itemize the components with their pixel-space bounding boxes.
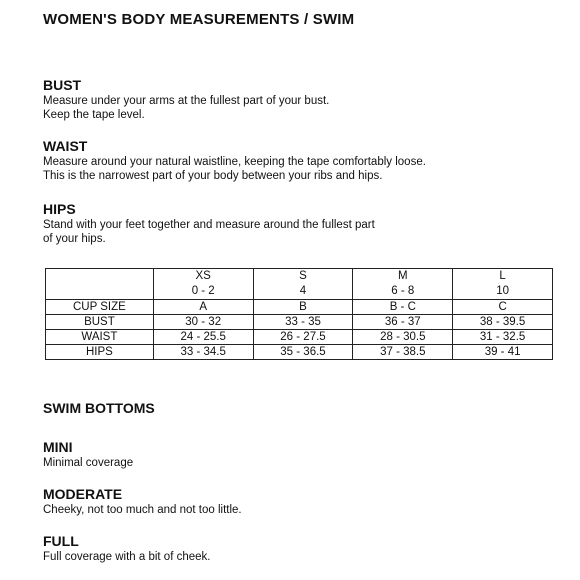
table-cell: 36 - 37 (353, 315, 453, 330)
full-text: Full coverage with a bit of cheek. (43, 551, 211, 563)
table-cell: A (153, 300, 253, 315)
row-label: CUP SIZE (46, 300, 154, 315)
table-row-cup-size (46, 300, 553, 315)
swim-bottoms-title: SWIM BOTTOMS (43, 400, 155, 416)
table-cell: 28 - 30.5 (353, 330, 453, 345)
header-corner-cell (46, 269, 154, 300)
size-chart-table (45, 268, 553, 360)
waist-line-2: This is the narrowest part of your body between your ribs and hips. (43, 170, 383, 182)
size-letter: M (397, 270, 408, 282)
waist-section (43, 138, 426, 183)
size-letter: S (299, 270, 307, 282)
row-label: BUST (46, 315, 154, 330)
table-cell: 39 - 41 (453, 345, 553, 360)
table-cell: 24 - 25.5 (153, 330, 253, 345)
row-label: WAIST (46, 330, 154, 345)
moderate-text: Cheeky, not too much and not too little. (43, 504, 242, 516)
table-cell: C (453, 300, 553, 315)
size-header-l (453, 269, 553, 300)
mini-section (43, 439, 133, 470)
size-header-xs (153, 269, 253, 300)
table-cell: 33 - 34.5 (153, 345, 253, 360)
table-row-waist (46, 330, 553, 345)
bust-line-2: Keep the tape level. (43, 109, 145, 121)
row-label: HIPS (46, 345, 154, 360)
size-letter: L (499, 270, 506, 282)
table-cell: 35 - 36.5 (253, 345, 353, 360)
table-cell: 26 - 27.5 (253, 330, 353, 345)
waist-line-1: Measure around your natural waistline, keeping the tape comfortably loose. (43, 156, 426, 168)
full-heading: FULL (43, 533, 79, 549)
waist-heading: WAIST (43, 138, 88, 154)
size-numeric: 6 - 8 (391, 285, 415, 297)
table-cell: B (253, 300, 353, 315)
bust-section (43, 77, 329, 122)
size-letter: XS (195, 270, 211, 282)
hips-line-1: Stand with your feet together and measure around the fullest part (43, 219, 375, 231)
table-cell: B - C (353, 300, 453, 315)
hips-section (43, 201, 375, 246)
table-cell: 31 - 32.5 (453, 330, 553, 345)
mini-text: Minimal coverage (43, 457, 134, 469)
size-header-s (253, 269, 353, 300)
table-cell: 30 - 32 (153, 315, 253, 330)
size-header-row (46, 269, 553, 300)
table-cell: 33 - 35 (253, 315, 353, 330)
page-title: WOMEN'S BODY MEASUREMENTS / SWIM (43, 11, 355, 28)
table-cell: 38 - 39.5 (453, 315, 553, 330)
bust-line-1: Measure under your arms at the fullest part of your bust. (43, 95, 330, 107)
size-header-m (353, 269, 453, 300)
moderate-heading: MODERATE (43, 486, 123, 502)
table-row-hips (46, 345, 553, 360)
size-numeric: 4 (299, 285, 307, 297)
bust-heading: BUST (43, 77, 82, 93)
hips-line-2: of your hips. (43, 233, 106, 245)
moderate-section (43, 486, 242, 517)
size-numeric: 0 - 2 (191, 285, 215, 297)
table-row-bust (46, 315, 553, 330)
size-numeric: 10 (496, 285, 509, 297)
full-section (43, 533, 210, 564)
hips-heading: HIPS (43, 201, 76, 217)
table-cell: 37 - 38.5 (353, 345, 453, 360)
mini-heading: MINI (43, 439, 73, 455)
